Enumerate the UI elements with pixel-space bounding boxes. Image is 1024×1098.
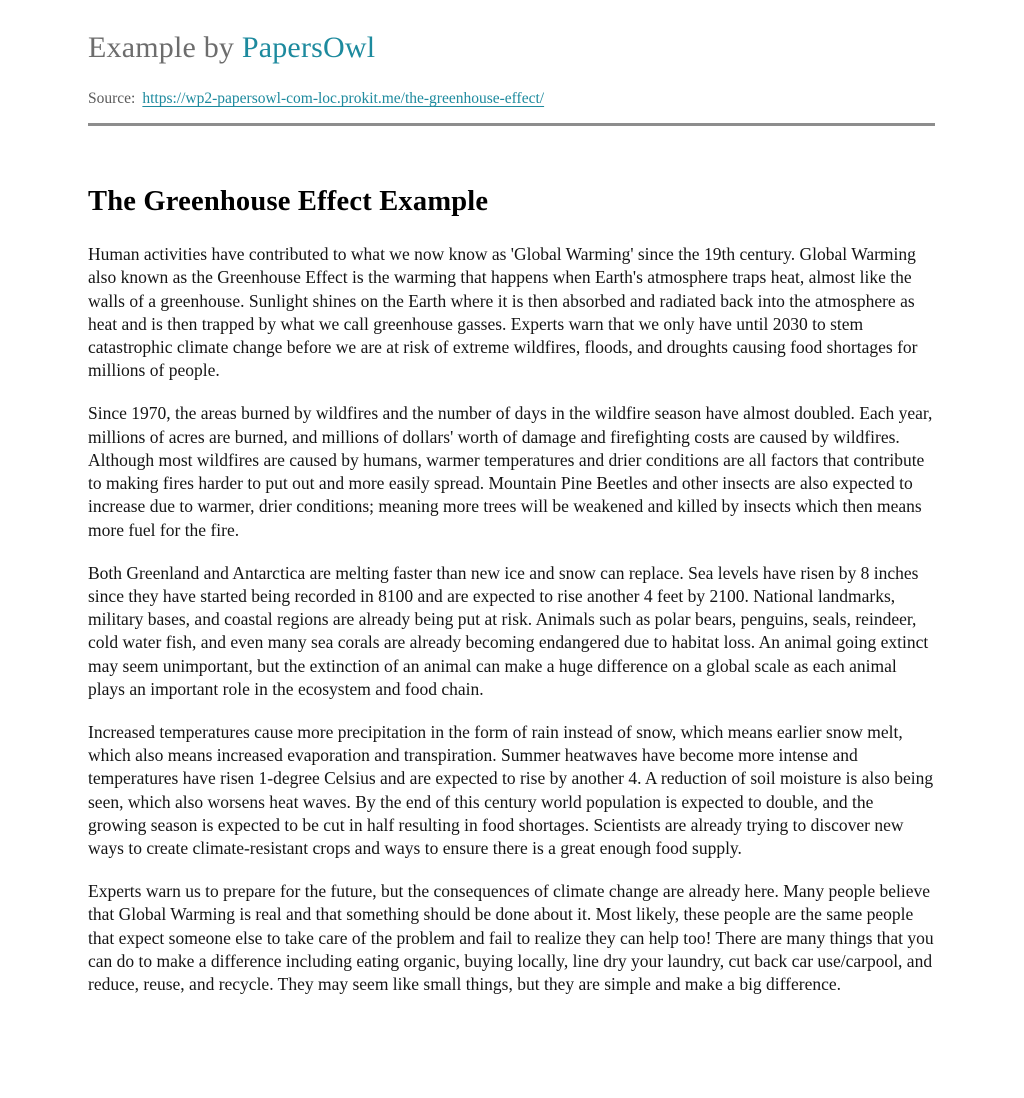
papersowl-brand-link[interactable]: PapersOwl	[241, 31, 376, 64]
source-url-link[interactable]: https://wp2-papersowl-com-loc.prokit.me/the-greenhouse-effect/	[142, 90, 545, 107]
paragraph: Experts warn us to prepare for the future, but the consequences of climate change are already here. Many people believe that Global Warming is real and that something should be done about it. Most likely, these people are the same people that expect someone else to take care of the problem and fail to realize they can help too! There are many things that you can do to make a difference including eating organic, buying locally, line dry your laundry, cut back car use/carpool, and reduce, reuse, and recycle. They may seem like small things, but they are simple and make a big difference.	[88, 881, 934, 995]
paragraph: Both Greenland and Antarctica are melting faster than new ice and snow can replace. Sea levels have risen by 8 inches since they have started being recorded in 8100 and are expected to rise another 4 feet by 2100. National landmarks, military bases, and coastal regions are already being put at risk. Animals such as polar bears, penguins, seals, reindeer, cold water fish, and even many sea corals are already becoming endangered due to habitat loss. An animal going extinct may seem unimportant, but the extinction of an animal can make a huge difference on a global scale as each animal plays an important role in the ecosystem and food chain.	[88, 562, 929, 700]
divider	[88, 123, 935, 126]
paragraph: Since 1970, the areas burned by wildfires and the number of days in the wildfire season have almost doubled. Each year, millions of acres are burned, and millions of dollars' worth of damage and firefighting costs are caused by wildfires. Although most wildfires are caused by humans, warmer temperatures and drier conditions are all factors that contribute to making fires harder to put out and more easily spread. Mountain Pine Beetles and other insects are also expected to increase due to warmer, drier conditions; meaning more trees will be weakened and killed by insects which then means more fuel for the fire.	[88, 403, 933, 540]
paragraph: Increased temperatures cause more precipitation in the form of rain instead of snow, which means earlier snow melt, which also means increased evaporation and transpiration. Summer heatwaves have become more intense and temperatures have risen 1-degree Celsius and are expected to rise by another 4. A reduction of soil moisture is also being seen, which also worsens heat waves. By the end of this century world population is expected to double, and the growing season is expected to be cut in half resulting in food shortages. Scientists are already trying to discover new ways to create climate-resistant crops and ways to ensure there is a great enough food supply.	[88, 721, 934, 859]
masthead-prefix: Example by	[88, 31, 242, 64]
source-label: Source:	[88, 90, 136, 107]
article-body	[88, 243, 935, 997]
masthead	[88, 30, 935, 66]
source-row	[88, 89, 935, 108]
paragraph: Human activities have contributed to what we now know as 'Global Warming' since the 19th century. Global Warming also known as the Greenhouse Effect is the warming that happens when Earth's atmosphere traps heat, almost like the walls of a greenhouse. Sunlight shines on the Earth where it is then absorbed and radiated back into the atmosphere as heat and is then trapped by what we call greenhouse gasses. Experts warn that we only have until 2030 to stem catastrophic climate change before we are at risk of extreme wildfires, floods, and droughts causing food shortages for millions of people.	[88, 244, 918, 381]
article-heading: The Greenhouse Effect Example	[88, 186, 489, 217]
